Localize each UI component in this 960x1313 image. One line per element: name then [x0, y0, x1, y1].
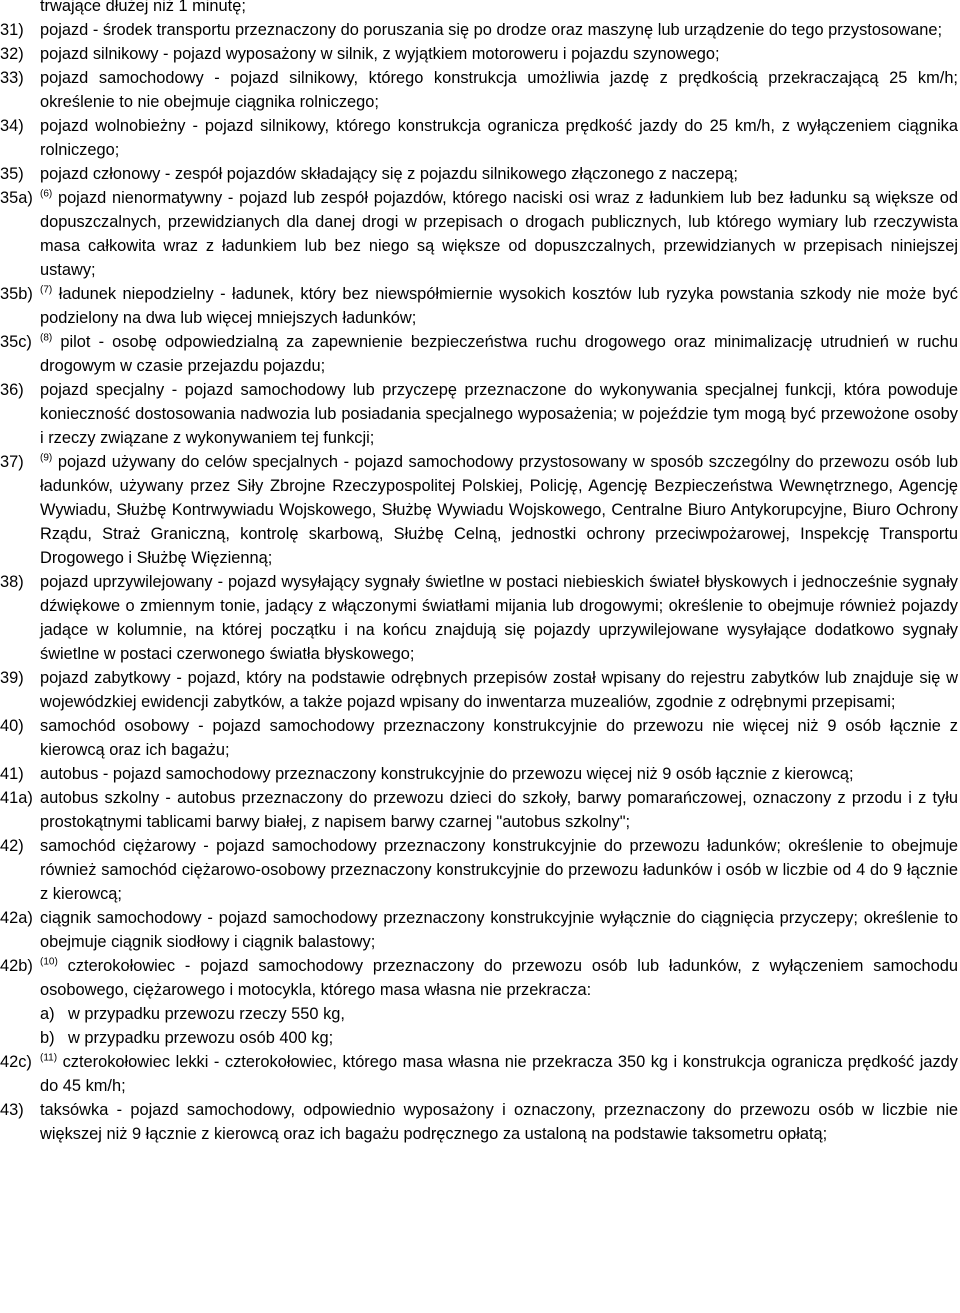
definition-item: [0, 666, 958, 714]
definition-item: [0, 1098, 958, 1146]
definition-subitem: [40, 1026, 958, 1050]
definition-body: pojazd specjalny - pojazd samochodowy lub przyczepę przeznaczone do wykonywania specjalnej funkcji, która powoduje konieczność dostosowania nadwozia lub posiadania specjalnego wyposażenia; w pojeździe tym mogą być przewożone osoby i rzeczy związane z wykonywaniem tej funkcji;: [40, 381, 958, 447]
definition-body: pojazd używany do celów specjalnych - pojazd samochodowy przystosowany w sposób szczególny do przewozu osób lub ładunków, używany przez Siły Zbrojne Rzeczypospolitej Polskiej, Policję, Agencję Bezpieczeństwa Wewnętrznego, Agencję Wywiadu, Służbę Kontrwywiadu Wojskowego, Służbę Wywiadu Wojskowego, Centralne Biuro Antykorupcyjne, Biuro Ochrony Rządu, Straż Graniczną, kontrolę skarbową, Służbę Celną, jednostki ochrony przeciwpożarowej, Inspekcję Transportu Drogowego i Służbę Więzienną;: [40, 453, 958, 567]
continuation-text: trwające dłużej niż 1 minutę;: [40, 0, 246, 15]
definition-text: [40, 954, 958, 1002]
definition-body: pojazd uprzywilejowany - pojazd wysyłający sygnały świetlne w postaci niebieskich świateł błyskowych i jednocześnie sygnały dźwiękowe o zmiennym tonie, jadący z włączonymi światłami mijania lub drogowymi; określenie to obejmuje również pojazdy jadące w kolumnie, na której początku i na końcu znajdują się pojazdy uprzywilejowane wysyłające dodatkowo sygnały świetlne w postaci czerwonego światła błyskowego;: [40, 573, 958, 663]
definition-number: 42b): [0, 957, 33, 975]
subitem-label: a): [40, 1005, 55, 1023]
definition-number: 35): [0, 165, 24, 183]
definition-text: [40, 378, 958, 450]
definition-text: [40, 666, 958, 714]
footnote-reference: (10): [40, 956, 58, 968]
definition-body: pojazd - środek transportu przeznaczony do poruszania się po drodze oraz maszynę lub urządzenie do tego przystosowane;: [40, 21, 942, 39]
definition-item: [0, 450, 958, 570]
definition-number: 33): [0, 69, 24, 87]
definition-body: pojazd silnikowy - pojazd wyposażony w silnik, z wyjątkiem motoroweru i pojazdu szynowego;: [40, 45, 720, 63]
footnote-reference: (8): [40, 332, 53, 344]
footnote-reference: (7): [40, 284, 53, 296]
definition-text: [40, 282, 958, 330]
definition-text: [40, 786, 958, 834]
subitem-text: w przypadku przewozu rzeczy 550 kg,: [68, 1005, 345, 1023]
definition-body: autobus - pojazd samochodowy przeznaczony konstrukcyjnie do przewozu więcej niż 9 osób łącznie z kierowcą;: [40, 765, 854, 783]
definition-body: ładunek niepodzielny - ładunek, który bez niewspółmiernie wysokich kosztów lub ryzyka powstania szkody nie może być podzielony na dwa lub więcej mniejszych ładunków;: [40, 285, 958, 327]
definition-body: pilot - osobę odpowiedzialną za zapewnienie bezpieczeństwa ruchu drogowego oraz minimalizację utrudnień w ruchu drogowym w czasie przejazdu pojazdu;: [40, 333, 958, 375]
definition-number: 35a): [0, 189, 33, 207]
definition-item: [0, 906, 958, 954]
definition-body: czterokołowiec lekki - czterokołowiec, którego masa własna nie przekracza 350 kg i konstrukcja ogranicza prędkość jazdy do 45 km/h;: [40, 1053, 958, 1095]
definition-number: 40): [0, 717, 24, 735]
footnote-reference: (9): [40, 452, 53, 464]
definition-item: [0, 330, 958, 378]
definition-item: [0, 162, 958, 186]
definition-body: ciągnik samochodowy - pojazd samochodowy przeznaczony konstrukcyjnie wyłącznie do ciągnięcia przyczepy; określenie to obejmuje ciągnik siodłowy i ciągnik balastowy;: [40, 909, 958, 951]
definition-item: [0, 282, 958, 330]
definition-text: [40, 1050, 958, 1098]
definition-item: [0, 114, 958, 162]
definition-item: [0, 66, 958, 114]
definition-text: [40, 42, 958, 66]
definition-body: pojazd zabytkowy - pojazd, który na podstawie odrębnych przepisów został wpisany do rejestru zabytków lub znajduje się w wojewódzkiej ewidencji zabytków, a także pojazd wpisany do inwentarza muzealiów, zgodnie z odrębnymi przepisami;: [40, 669, 958, 711]
definition-item: [0, 1050, 958, 1098]
definition-text: [40, 186, 958, 282]
definition-text: [40, 114, 958, 162]
subitem-label: b): [40, 1029, 55, 1047]
footnote-reference: (6): [40, 188, 53, 200]
definition-item: [0, 762, 958, 786]
definition-number: 32): [0, 45, 24, 63]
definition-number: 34): [0, 117, 24, 135]
definition-item: [0, 186, 958, 282]
definitions-list: [0, 18, 958, 1146]
definition-body: pojazd samochodowy - pojazd silnikowy, którego konstrukcja umożliwia jazdę z prędkością przekraczającą 25 km/h; określenie to nie obejmuje ciągnika rolniczego;: [40, 69, 958, 111]
definition-text: [40, 18, 958, 42]
definition-item: [0, 954, 958, 1050]
definition-item: [0, 42, 958, 66]
definition-item: [0, 378, 958, 450]
definition-body: samochód osobowy - pojazd samochodowy przeznaczony konstrukcyjnie do przewozu nie więcej niż 9 osób łącznie z kierowcą oraz ich bagażu;: [40, 717, 958, 759]
definition-text: [40, 906, 958, 954]
definition-subitem: [40, 1002, 958, 1026]
definition-number: 42c): [0, 1053, 32, 1071]
definition-text: [40, 66, 958, 114]
definition-item: [0, 834, 958, 906]
definition-body: pojazd członowy - zespół pojazdów składający się z pojazdu silnikowego złączonego z naczepą;: [40, 165, 738, 183]
definition-text: [40, 714, 958, 762]
definition-text: [40, 1098, 958, 1146]
definition-text: [40, 450, 958, 570]
definition-item: [0, 570, 958, 666]
definition-item: [0, 786, 958, 834]
definition-number: 37): [0, 453, 24, 471]
definition-number: 38): [0, 573, 24, 591]
definition-body: taksówka - pojazd samochodowy, odpowiednio wyposażony i oznaczony, przeznaczony do przewozu osób w liczbie nie większej niż 9 łącznie z kierowcą oraz ich bagażu podręcznego za ustaloną na podstawie taksometru opłatą;: [40, 1101, 958, 1143]
definition-number: 35c): [0, 333, 32, 351]
definition-item: [0, 714, 958, 762]
subitem-text: w przypadku przewozu osób 400 kg;: [68, 1029, 334, 1047]
definition-body: czterokołowiec - pojazd samochodowy przeznaczony do przewozu osób lub ładunków, z wyłączeniem samochodu osobowego, ciężarowego i motocykla, którego masa własna nie przekracza:: [40, 957, 959, 999]
definition-number: 35b): [0, 285, 33, 303]
definition-text: [40, 162, 958, 186]
definition-body: autobus szkolny - autobus przeznaczony do przewozu dzieci do szkoły, barwy pomarańczowej, oznaczony z przodu i z tyłu prostokątnymi tablicami barwy białej, z napisem barwy czarnej "autobus szkolny";: [40, 789, 958, 831]
definition-text: [40, 834, 958, 906]
definition-number: 41): [0, 765, 24, 783]
definition-body: samochód ciężarowy - pojazd samochodowy przeznaczony konstrukcyjnie do przewozu ładunków; określenie to obejmuje również samochód ciężarowo-osobowy przeznaczony konstrukcyjnie do przewozu ładunków i osób w liczbie od 4 do 9 łącznie z kierowcą;: [40, 837, 958, 903]
definition-body: pojazd wolnobieżny - pojazd silnikowy, którego konstrukcja ogranicza prędkość jazdy do 25 km/h, z wyłączeniem ciągnika rolniczego;: [40, 117, 958, 159]
definition-number: 42): [0, 837, 24, 855]
definition-body: pojazd nienormatywny - pojazd lub zespół pojazdów, którego naciski osi wraz z ładunkiem lub bez ładunku są większe od dopuszczalnych, przewidzianych dla danej drogi w przepisach o drogach publicznych, lub którego wymiary lub rzeczywista masa całkowita wraz z ładunkiem lub bez niego są większe od dopuszczalnych, przewidzianych w przepisach niniejszej ustawy;: [40, 189, 958, 279]
definition-item: [0, 18, 958, 42]
definition-number: 41a): [0, 789, 33, 807]
definition-text: [40, 762, 958, 786]
definition-number: 42a): [0, 909, 33, 927]
definition-number: 36): [0, 381, 24, 399]
footnote-reference: (11): [40, 1052, 58, 1064]
definition-text: [40, 570, 958, 666]
definition-number: 39): [0, 669, 24, 687]
definition-number: 43): [0, 1101, 24, 1119]
definition-number: 31): [0, 21, 24, 39]
definition-text: [40, 330, 958, 378]
